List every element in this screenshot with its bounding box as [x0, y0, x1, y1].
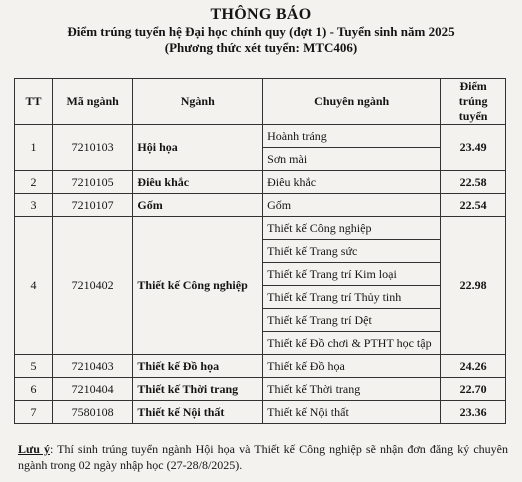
row-number-cell: 1	[15, 125, 53, 171]
row-number-cell: 2	[15, 171, 53, 194]
announcement-page	[0, 6, 522, 482]
major-code-cell: 7210107	[52, 194, 133, 217]
major-code-cell: 7210402	[52, 217, 133, 355]
row-number-cell: 7	[15, 401, 53, 424]
major-code-cell: 7580108	[52, 401, 133, 424]
table-row	[15, 125, 506, 148]
major-name-cell: Thiết kế Đồ họa	[133, 355, 263, 378]
score-cell: 22.54	[441, 194, 506, 217]
table-row	[15, 194, 506, 217]
column-header-score	[441, 79, 506, 125]
major-name-cell: Thiết kế Thời trang	[133, 378, 263, 401]
specialization-cell: Điêu khắc	[263, 171, 441, 194]
major-name-cell: Hội họa	[133, 125, 263, 171]
announcement-heading	[0, 6, 522, 56]
specialization-cell: Thiết kế Công nghiệp	[263, 217, 441, 240]
column-header-score-line1: Điểm	[459, 79, 487, 93]
specialization-cell: Thiết kế Trang trí Kim loại	[263, 263, 441, 286]
column-header-major-code: Mã ngành	[52, 79, 133, 125]
table-row	[15, 401, 506, 424]
score-cell: 22.70	[441, 378, 506, 401]
major-name-cell: Thiết kế Công nghiệp	[133, 217, 263, 355]
specialization-cell: Thiết kế Đồ chơi & PTHT học tập	[263, 332, 441, 355]
page-title: THÔNG BÁO	[210, 6, 312, 23]
score-cell: 24.26	[441, 355, 506, 378]
table-row	[15, 171, 506, 194]
specialization-cell: Thiết kế Trang sức	[263, 240, 441, 263]
column-header-tt: TT	[15, 79, 53, 125]
score-cell: 22.98	[441, 217, 506, 355]
major-name-cell: Gốm	[133, 194, 263, 217]
major-name-cell: Điêu khắc	[133, 171, 263, 194]
column-header-specialization: Chuyên ngành	[263, 79, 441, 125]
note-label: Lưu ý	[18, 442, 50, 456]
major-code-cell: 7210105	[52, 171, 133, 194]
specialization-cell: Thiết kế Nội thất	[263, 401, 441, 424]
table-body	[15, 125, 506, 424]
specialization-cell: Thiết kế Thời trang	[263, 378, 441, 401]
specialization-cell: Gốm	[263, 194, 441, 217]
table-row	[15, 378, 506, 401]
score-cell: 23.49	[441, 125, 506, 171]
row-number-cell: 5	[15, 355, 53, 378]
table-row	[15, 217, 506, 240]
major-code-cell: 7210404	[52, 378, 133, 401]
major-code-cell: 7210403	[52, 355, 133, 378]
score-cell: 23.36	[441, 401, 506, 424]
note-text: : Thí sinh trúng tuyển ngành Hội họa và Thiết kế Công nghiệp sẽ nhận đơn đăng ký chuyên ngành trong 02 ngày nhập học (27-28/8/2025).	[18, 442, 508, 472]
specialization-cell: Thiết kế Đồ họa	[263, 355, 441, 378]
page-subtitle: Điểm trúng tuyển hệ Đại học chính quy (đợt 1) - Tuyển sinh năm 2025	[67, 24, 455, 39]
major-code-cell: 7210103	[52, 125, 133, 171]
row-number-cell: 6	[15, 378, 53, 401]
table-row	[15, 355, 506, 378]
table-header-row	[15, 79, 506, 125]
row-number-cell: 3	[15, 194, 53, 217]
specialization-cell: Sơn mài	[263, 148, 441, 171]
note-paragraph	[18, 441, 508, 473]
specialization-cell: Thiết kế Trang trí Dệt	[263, 309, 441, 332]
score-cell: 22.58	[441, 171, 506, 194]
column-header-major: Ngành	[133, 79, 263, 125]
admission-scores-table	[14, 78, 506, 424]
specialization-cell: Hoành tráng	[263, 125, 441, 148]
major-name-cell: Thiết kế Nội thất	[133, 401, 263, 424]
specialization-cell: Thiết kế Trang trí Thủy tinh	[263, 286, 441, 309]
admission-method: (Phương thức xét tuyển: MTC406)	[164, 40, 358, 55]
row-number-cell: 4	[15, 217, 53, 355]
column-header-score-line2: trúng tuyển	[458, 94, 488, 123]
